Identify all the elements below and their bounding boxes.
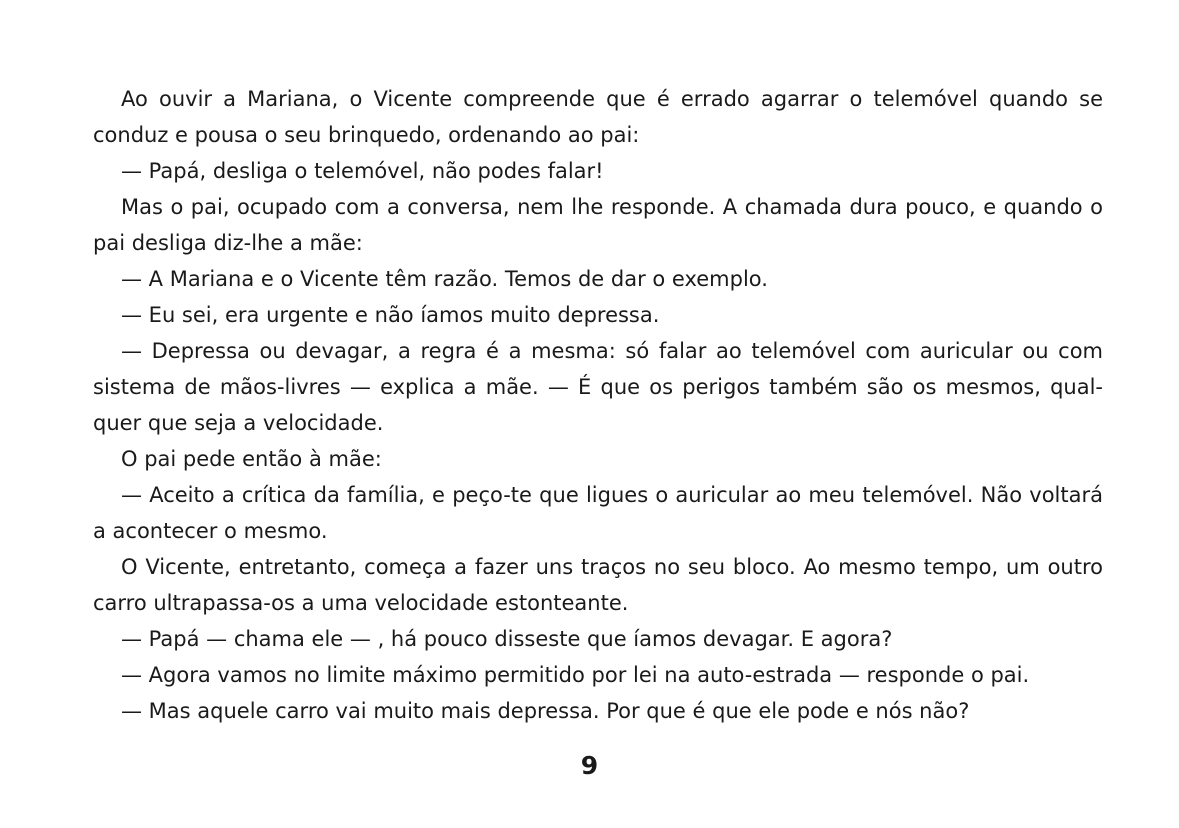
paragraph: — Aceito a crítica da família, e peço-te que ligues o auricular ao meu telemóvel. Não voltará a acontecer o mesmo.	[93, 483, 1103, 543]
page-number: 9	[580, 751, 599, 780]
paragraph: O Vicente, entretanto, começa a fazer uns traços no seu bloco. Ao mesmo tempo, um outro carro ultrapassa-os a uma velocidade estonteante.	[93, 555, 1103, 615]
paragraph: — A Mariana e o Vicente têm razão. Temos de dar o exemplo.	[121, 267, 768, 291]
paragraph: — Eu sei, era urgente e não íamos muito depressa.	[121, 303, 660, 327]
paragraph: — Papá, desliga o telemóvel, não podes falar!	[121, 159, 604, 183]
paragraph: O pai pede então à mãe:	[121, 447, 382, 471]
paragraph: Ao ouvir a Mariana, o Vicente compreende que é errado agarrar o telemóvel quando se conduz e pousa o seu brinquedo, ordenando ao pai:	[93, 87, 1103, 147]
paragraph: — Mas aquele carro vai muito mais depressa. Por que é que ele pode e nós não?	[121, 699, 970, 723]
paragraph: — Agora vamos no limite máximo permitido por lei na auto-estrada — responde o pai.	[121, 663, 1030, 687]
page-body	[93, 81, 1103, 729]
paragraph: Mas o pai, ocupado com a conversa, nem lhe responde. A chamada dura pouco, e quando o pai desliga diz-lhe a mãe:	[93, 195, 1103, 255]
paragraph: — Depressa ou devagar, a regra é a mesma: só falar ao telemóvel com auricular ou com sistema de mãos-livres — explica a mãe. — É que os perigos também são os mesmos, qualquer que seja a velocidade.	[93, 339, 1103, 435]
paragraph: — Papá — chama ele — , há pouco disseste que íamos devagar. E agora?	[121, 627, 893, 651]
